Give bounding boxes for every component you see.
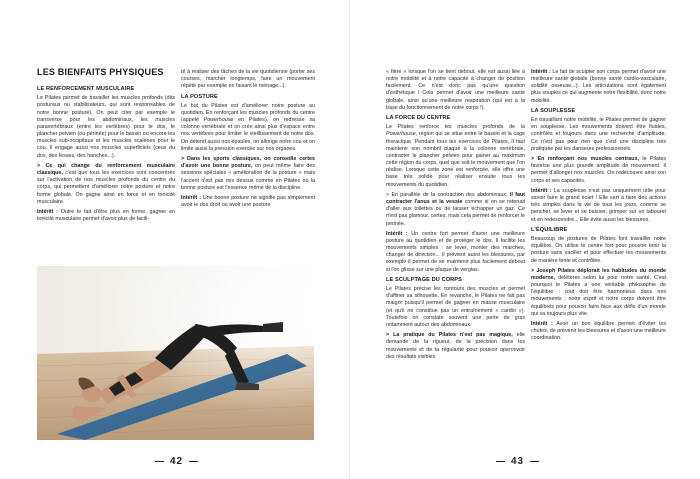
dash-icon [496,461,505,463]
paragraph: Intérêt : Outre le fait d'être plus en forme, gagner en tonicité musculaire permet d'avoir plus de facili- [37,209,175,223]
page-number-left: 42 [155,456,198,467]
bold-lead: > Ce qui change du renforcement musculaire classique, [37,162,175,177]
dash-icon [530,461,539,463]
section-heading-posture: LA POSTURE [181,93,218,100]
dash-icon [189,461,198,463]
section-heading-equilibre: L'ÉQUILIBRE [531,226,568,233]
dash-icon [155,461,164,463]
bold-emphasis: il faut contracter l'anus et la vessie [386,191,525,206]
bold-lead: > En renforçant nos muscles centraux, [531,156,640,163]
page-title: LES BIENFAITS PHYSIQUES [37,67,164,77]
paragraph: > En parallèle de la contraction des abdominaux, il faut contracter l'anus et la vessie comme si on se retenait d'aller aux toilettes ou de laisser échapper un gaz. Ce n'est pas glamour, certes, mais cela permet de renforcer le périnée. [386,191,525,227]
right-column-1 [386,69,525,364]
paragraph: Intérêt : La souplesse n'est pas uniquement utile pour savoir faire le grand écart ! Elle sert à faire des actions très simples dans la vie de tous les jours, comme se pencher, se lever et se baisser, grimper sur un tabouret et en redescendre... Elle évite aussi les blessures. [531,187,666,223]
paragraph: > Joseph Pilates déplorait les habitudes du monde moderne, délétères selon lui pour notre santé. C'est pourquoi le Pilates a une véritable philosophie de l'équilibre : tout doit être harmonieux dans nos mouvements ; notre esprit et notre corps doivent être équilibrés pour pouvoir faire face aux défis d'un monde qui va toujours plus vite. [531,267,666,317]
pilates-illustration [37,266,314,440]
left-column-1 [37,69,175,227]
bold-lead: Intérêt : [37,209,58,216]
paragraph: Beaucoup de postures de Pilates font travailler notre équilibre. On utilise le centre fort pour pouvoir tenir la posture sans vaciller et pour effectuer les mouvements de manière lente et contrôlée. [531,236,666,264]
paragraph: Intérêt : Avoir un bon équilibre permet d'éviter les chutes, de prévenir les blessures et d'avoir une meilleure coordination. [531,321,666,342]
paragraph: > En renforçant nos muscles centraux, le Pilates favorise une plus grande amplitude de mouvement. Il permet d'allonger nos muscles. On redécouvre ainsi son corps et ses capacités. [531,156,667,184]
section-heading-renforcement: LE RENFORCEMENT MUSCULAIRE [37,86,135,93]
section-heading-force-centre: LA FORCE DU CENTRE [386,115,451,122]
paragraph: > Dans les sports classiques, on conseille certes d'avoir une bonne posture, on peut même faire des sessions spéciales « amélioration de la posture » mais l'accent n'est pas mis dessus comme en Pilates où la bonne posture est l'essence même de la discipline. [181,156,315,191]
section-heading-sculptage: LE SCULPTAGE DU CORPS [386,276,462,283]
paragraph: Le but du Pilates est d'améliorer notre posture au quotidien. En renforçant les muscles profonds du centre (appelé Powerhouse en Pilates), on redresse sa colonne vertébrale et on crée ainsi plus d'espace entre nos vertèbres pour limiter le vieillissement de notre dos. On détend aussi nos épaules, on allonge notre cou et on limite aussi la pression exercée sur nos organes. [181,102,315,152]
paragraph: té à réaliser des tâches de la vie quotidienne (porter ses courses, marcher longtemps, faire un mouvement répété par exemple en faisant le ménage...). [181,69,315,90]
paragraph: En travaillant notre mobilité, le Pilates permet de gagner en souplesse. Les mouvements doivent être fluides, contrôlés et toujours dans une recherche d'amplitude. Ce n'est pas pour rien que c'est une discipline très pratiquée par les danseurs professionnels. [531,117,666,152]
left-column-2 [181,69,315,213]
section-heading-souplesse: LA SOUPLESSE [531,107,576,114]
paragraph: > La pratique du Pilates n'est pas magique, elle demande de la rigueur, de la précision dans les mouvements et de la régularité pour pouvoir apercevoir des résultats visibles. [386,332,525,360]
paragraph: > Ce qui change du renforcement musculaire classique, c'est que tous les exercices sont concentrés sur l'activation de nos muscles profonds du centre du corps, qui permettent d'améliorer notre posture et notre forme globale. On gagne ainsi en force et en tonicité musculaire. [37,162,175,205]
paragraph: Intérêt : Un centre fort permet d'avoir une meilleure posture au quotidien et de protéger le dos. Il facilite les mouvements simples : se lever, monter des marches, changer de direction... Il prévient aussi les blessures, par exemple il permet de se maintenir plus facilement debout si l'on glisse sur une plaque de verglas. [386,230,525,273]
paragraph: Le Pilates précise les contours des muscles et permet d'affiner sa silhouette. En revanche, le Pilates ne fait pas maigrir puisqu'il permet de gagner en masse musculaire (et qu'il ne constitue pas un entraînement « cardio »). Toutefois on constate souvent une perte de gras notamment autour des abdominaux. [386,286,525,328]
pilates-photo [37,266,314,440]
bold-lead: Intérêt : [531,187,552,194]
right-column-2 [531,69,666,346]
paragraph: Le Pilates renforce les muscles profonds de la Powerhouse, région qui se situe entre le bassin et la cage thoracique. Pendant tous les exercices de Pilates, il faut maintenir son nombril plaqué à la colonne vertébrale, contracter le plancher pelvien pour gainer au maximum cette région du corps, quel que soit le mouvement que l'on réalise. Lorsque cette zone est renforcée, elle offre une base très solide pour réaliser ensuite tous les mouvements du quotidien. [386,124,525,188]
bold-lead: Intérêt : [181,195,201,202]
bold-lead: > La pratique du Pilates n'est pas magique, [386,332,513,339]
bold-lead: > Dans les sports classiques, on conseille certes d'avoir une bonne posture, [181,156,315,170]
bold-lead: Intérêt : [531,69,551,75]
bold-lead: Intérêt : [531,321,553,328]
bold-lead: Intérêt : [386,230,408,237]
paragraph: Intérêt : Une bonne posture ne signifie pas simplement avoir le dos droit ou avoir une posture [181,195,315,209]
page-number-right: 43 [496,456,539,467]
bold-lead: > Joseph Pilates déplorait les habitudes du monde moderne, [531,267,666,281]
paragraph: Le Pilates permet de travailler les muscles profonds (dits posturaux ou stabilisateurs, qui sont responsables de notre bonne posture). On peut citer par exemple le transverse pour les abdominaux, les muscles paravertébraux (entre les vertèbres) pour le dos, le plancher pelvien (ou périnée) pour le bassin ou encore les muscles sub-occipitaux et les muscles scalènes pour le cou. Il engage aussi nos muscles superficiels (ceux du dos, des fesses, des hanches...). [37,95,175,159]
paragraph: « fière » lorsque l'on se tient debout, elle est aussi liée à notre mobilité et à notre capacité à changer de position facilement. Ce n'est donc pas qu'une question d'esthétique ! Cela permet d'avoir une meilleure santé globale, ainsi qu'une meilleure respiration (qui est à la base du fonctionnement de notre corps !). [386,69,525,111]
right-page [350,0,700,479]
paragraph: Intérêt : Le fait de sculpter son corps permet d'avoir une meilleure santé globale (bonne santé cardio-vasculaire, solidité osseuse...). Les articulations sont également plus souples ce qui augmente notre flexibilité, donc notre mobilité. [531,69,666,104]
